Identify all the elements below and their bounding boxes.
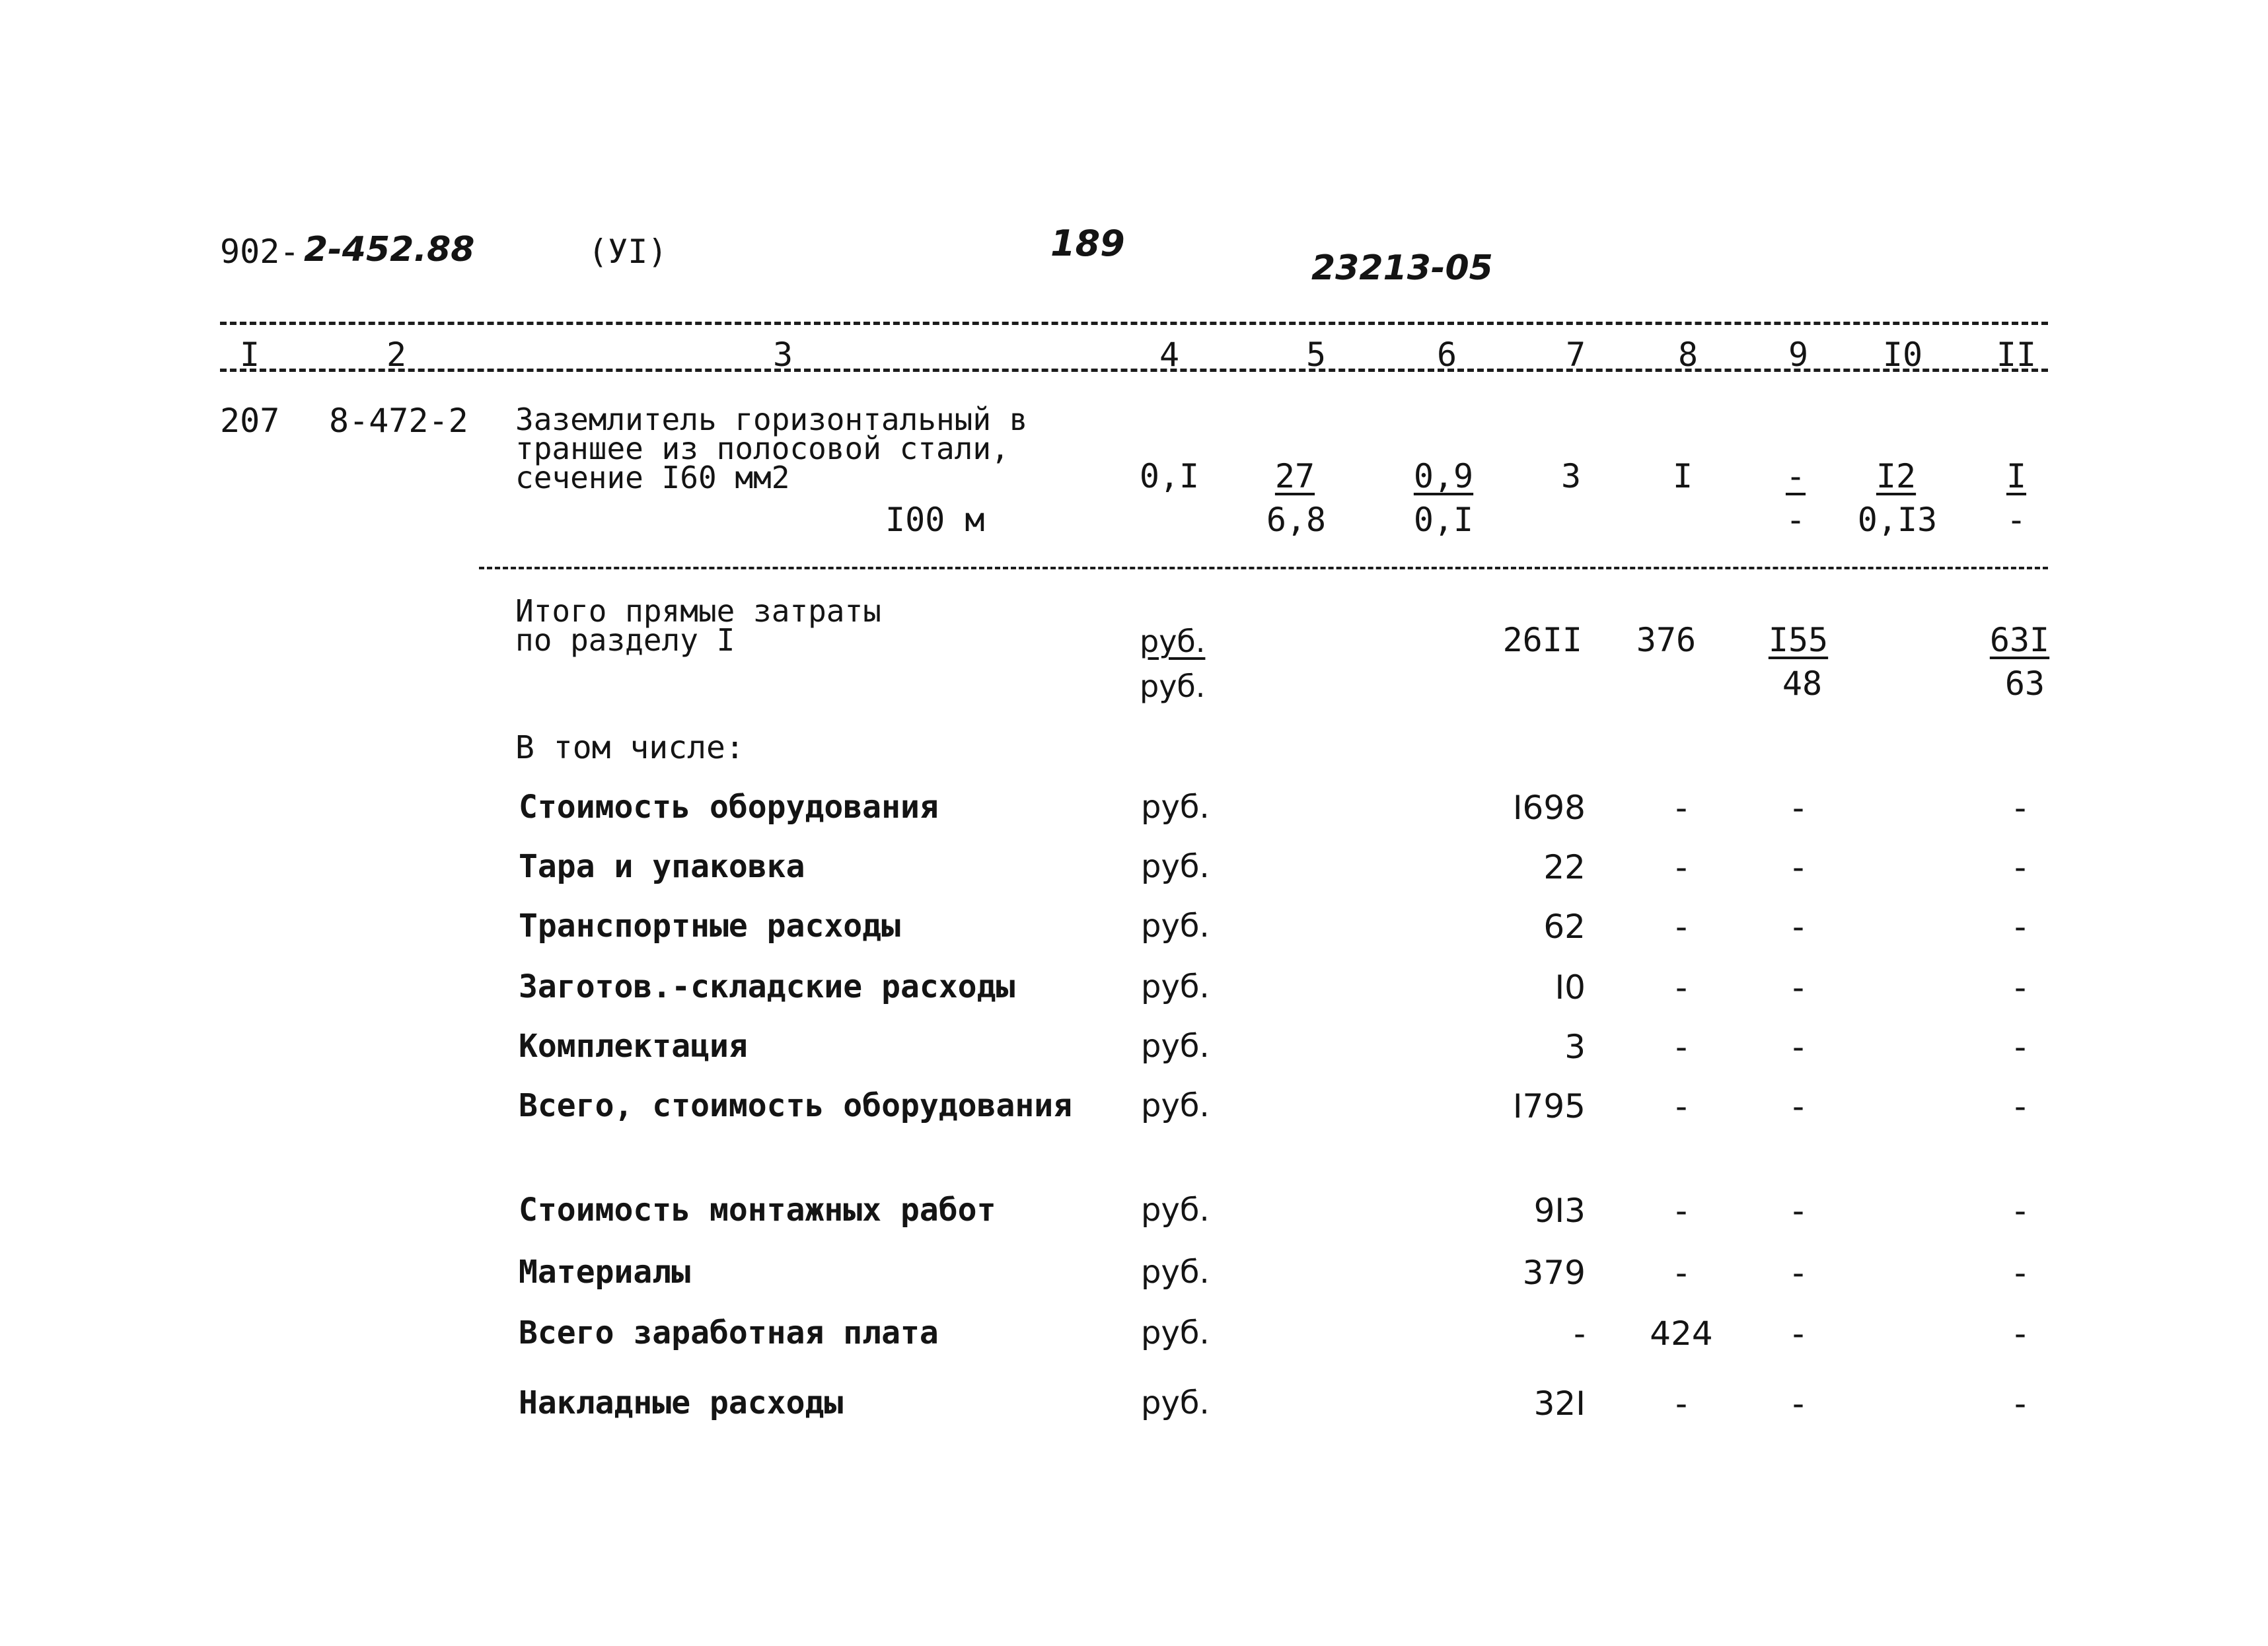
doc-prefix: 902-	[220, 233, 300, 271]
item-desc-line-2: траншее из полосовой стали,	[515, 431, 1009, 466]
row-unit: руб.	[1141, 1192, 1210, 1229]
row-col11-value: -	[2014, 968, 2027, 1007]
item-number: 207	[220, 402, 280, 440]
row-col8-value: -	[1675, 1384, 1688, 1423]
row-unit: руб.	[1141, 848, 1210, 885]
row-label: Всего, стоимость оборудования	[519, 1087, 1073, 1124]
total-col7: 26II	[1502, 621, 1582, 659]
col-header-8: 8	[1677, 336, 1699, 374]
header-rule-bottom	[220, 369, 2048, 372]
row-col11-value: -	[2014, 1384, 2027, 1423]
item-col6-bottom: 0,I	[1413, 501, 1474, 539]
total-unit-top: руб.	[1140, 624, 1206, 659]
row-col7-value: 32I	[1533, 1384, 1586, 1423]
row-unit: руб.	[1141, 968, 1210, 1005]
row-unit: руб.	[1141, 908, 1210, 945]
row-unit: руб.	[1141, 1254, 1210, 1291]
row-label: Стоимость оборудования	[519, 789, 939, 826]
row-unit: руб.	[1141, 1314, 1210, 1351]
total-col11-top: 63I	[1989, 621, 2050, 659]
row-label: Транспортные расходы	[519, 908, 900, 945]
row-col9-value: -	[1792, 1314, 1805, 1353]
row-col9-value: -	[1792, 1028, 1805, 1066]
volume-label: (УI)	[588, 233, 668, 271]
row-unit: руб.	[1141, 1087, 1210, 1124]
row-col7-value: 22	[1543, 848, 1586, 886]
item-col5-bottom: 6,8	[1266, 501, 1327, 539]
col-header-5: 5	[1305, 336, 1327, 374]
item-col8: I	[1672, 457, 1693, 495]
row-label: Комплектация	[519, 1028, 748, 1065]
col-header-2: 2	[386, 336, 407, 374]
item-unit: I00 м	[885, 501, 985, 539]
row-label: Всего заработная плата	[519, 1314, 939, 1351]
row-col11-value: -	[2014, 789, 2027, 827]
item-code: 8-472-2	[329, 402, 468, 440]
col-header-11: II	[1996, 336, 2037, 374]
row-label: Тара и упаковка	[519, 848, 805, 885]
item-col4: 0,I	[1139, 457, 1200, 495]
row-col11-value: -	[2014, 1028, 2027, 1066]
item-col5-top: 27	[1274, 457, 1315, 495]
row-col7-value: 9I3	[1533, 1192, 1586, 1230]
item-desc-line-1: Заземлитель горизонтальный в	[515, 402, 1028, 437]
total-col11-bottom: 63	[2004, 664, 2045, 703]
col-header-9: 9	[1788, 336, 1809, 374]
row-col9-value: -	[1792, 1384, 1805, 1423]
row-col8-value: -	[1675, 968, 1688, 1007]
item-col6-top: 0,9	[1413, 457, 1474, 495]
col-header-7: 7	[1565, 336, 1586, 374]
row-col8-value: 424	[1650, 1314, 1713, 1353]
row-col9-value: -	[1792, 968, 1805, 1007]
row-col7-value: 3	[1564, 1028, 1586, 1066]
row-col8-value: -	[1675, 848, 1688, 886]
col-header-4: 4	[1159, 336, 1180, 374]
row-unit: руб.	[1141, 1028, 1210, 1065]
item-desc-line-3: сечение I60 мм2	[515, 460, 790, 495]
page-number: 189	[1050, 223, 1125, 264]
row-label: Заготов.-складские расходы	[519, 968, 1015, 1005]
row-col8-value: -	[1675, 789, 1688, 827]
row-label: Накладные расходы	[519, 1384, 844, 1421]
item-col10-bottom: 0,I3	[1857, 501, 1938, 539]
total-unit-bottom: руб.	[1140, 668, 1206, 704]
item-col7: 3	[1560, 457, 1582, 495]
row-col11-value: -	[2014, 1192, 2027, 1230]
row-col8-value: -	[1675, 1254, 1688, 1292]
row-col8-value: -	[1675, 1028, 1688, 1066]
row-col11-value: -	[2014, 1087, 2027, 1126]
total-col9-bottom: 48	[1782, 664, 1823, 703]
row-unit: руб.	[1141, 789, 1210, 826]
item-col9-bottom: -	[1785, 501, 1806, 539]
doc-number: 2-452.88	[304, 230, 475, 269]
col-header-1: I	[239, 336, 260, 374]
col-header-6: 6	[1436, 336, 1457, 374]
row-col8-value: -	[1675, 1087, 1688, 1126]
row-col11-value: -	[2014, 848, 2027, 886]
row-col7-value: I0	[1555, 968, 1586, 1007]
col-header-3: 3	[772, 336, 793, 374]
row-col9-value: -	[1792, 1254, 1805, 1292]
row-col9-value: -	[1792, 908, 1805, 946]
row-col8-value: -	[1675, 908, 1688, 946]
row-col11-value: -	[2014, 908, 2027, 946]
row-col7-value: 62	[1543, 908, 1586, 946]
total-col8: 376	[1636, 621, 1697, 659]
row-col7-value: I795	[1512, 1087, 1586, 1126]
row-col9-value: -	[1792, 1192, 1805, 1230]
col-header-10: I0	[1882, 336, 1923, 374]
item-col9-top: -	[1785, 457, 1806, 495]
total-label-line-1: Итого прямые затраты	[515, 593, 881, 629]
row-unit: руб.	[1141, 1384, 1210, 1421]
row-label: Материалы	[519, 1254, 691, 1291]
row-col8-value: -	[1675, 1192, 1688, 1230]
row-col7-value: I698	[1512, 789, 1586, 827]
including-label: В том числе:	[515, 729, 745, 766]
row-col7-value: -	[1573, 1314, 1586, 1353]
row-col9-value: -	[1792, 1087, 1805, 1126]
item-col11-top: I	[2006, 457, 2027, 495]
row-col9-value: -	[1792, 848, 1805, 886]
total-label-line-2: по разделу I	[515, 622, 735, 658]
row-col11-value: -	[2014, 1254, 2027, 1292]
item-col10-top: I2	[1876, 457, 1917, 495]
item-col11-bottom: -	[2006, 501, 2027, 539]
row-label: Стоимость монтажных работ	[519, 1192, 996, 1229]
row-col11-value: -	[2014, 1314, 2027, 1353]
row-col9-value: -	[1792, 789, 1805, 827]
document-code: 23213-05	[1311, 248, 1493, 288]
item-separator-rule	[479, 567, 2048, 569]
row-col7-value: 379	[1522, 1254, 1586, 1292]
header-rule-top	[220, 322, 2048, 325]
total-col9-top: I55	[1768, 621, 1829, 659]
